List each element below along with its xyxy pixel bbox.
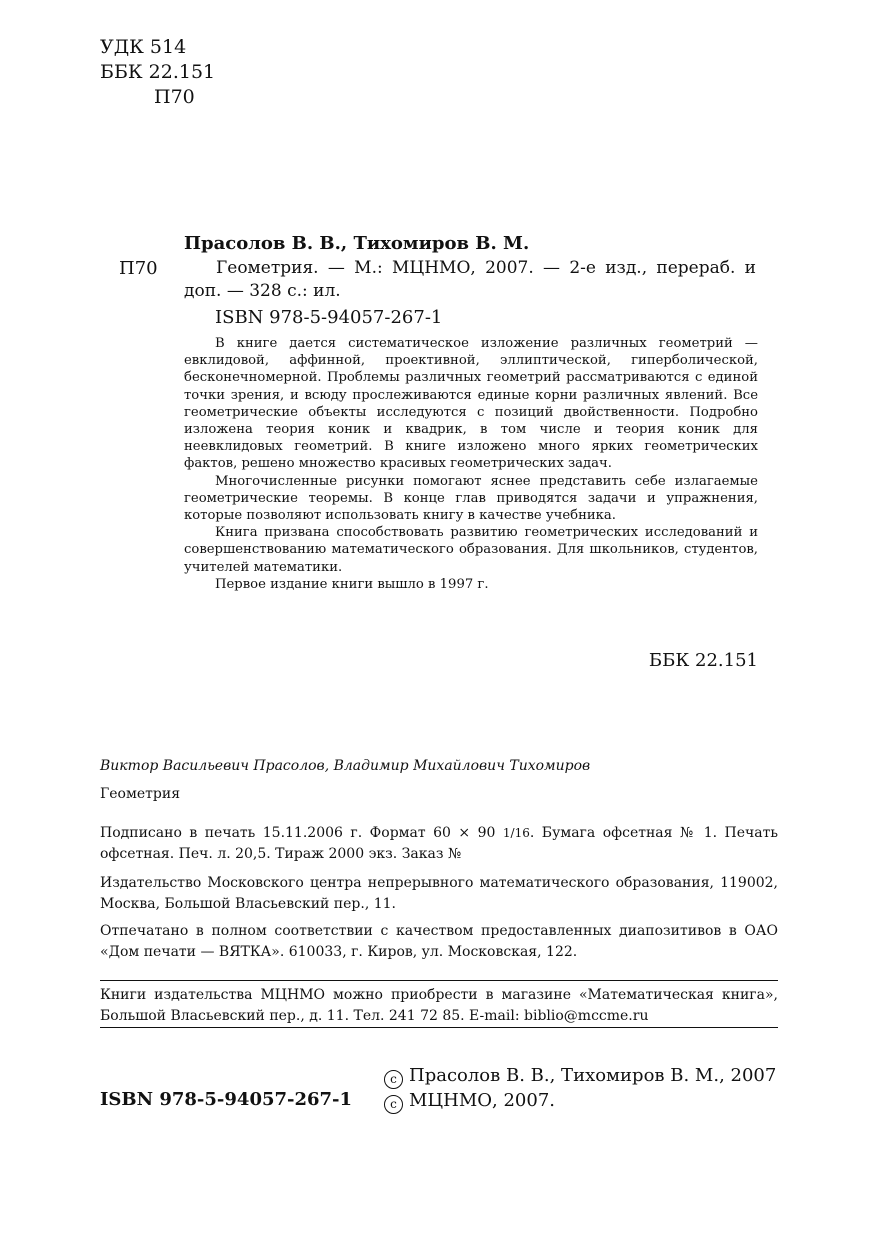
copyright-icon: c bbox=[384, 1070, 403, 1089]
shop-info: Книги издательства МЦНМО можно приобрести в магазине «Математическая книга», Большой Власьевский пер., д. 11. Тел. 241 72 85. E-mail: biblio@mccme.ru bbox=[100, 987, 778, 1024]
annotation bbox=[184, 335, 758, 593]
imprint-title: Геометрия bbox=[100, 786, 181, 802]
record-side-mark: П70 bbox=[119, 258, 158, 279]
print-info-start: Подписано в печать 15.11.2006 г. Формат 60 × 90 bbox=[100, 825, 496, 841]
divider-top bbox=[100, 980, 778, 981]
printer-info: Отпечатано в полном соответствии с качеством предоставленных диапозитивов в ОАО «Дом печати — ВЯТКА». 610033, г. Киров, ул. Московская, 122. bbox=[100, 923, 778, 960]
record-title bbox=[184, 257, 756, 303]
record-title-line-1: Геометрия. — М.: МЦНМО, 2007. — 2-е изд., перераб. и bbox=[216, 258, 756, 278]
annotation-paragraph: Книга призвана способствовать развитию геометрических исследований и совершенствованию математического образования. Для школьников, студентов, учителей математики. bbox=[184, 525, 758, 575]
copyright-publisher-text: МЦНМО, 2007. bbox=[409, 1090, 555, 1111]
imprint-authors: Виктор Васильевич Прасолов, Владимир Михайлович Тихомиров bbox=[100, 758, 591, 774]
author-mark: П70 bbox=[154, 86, 195, 108]
record-authors: Прасолов В. В., Тихомиров В. М. bbox=[184, 233, 530, 254]
format-fraction: 1/16 bbox=[502, 826, 530, 840]
annotation-paragraph: Многочисленные рисунки помогают яснее представить себе излагаемые геометрические теоремы. В конце глав приводятся задачи и упражнения, которые позволяют использовать книгу в качестве учебника. bbox=[184, 473, 758, 524]
footer-isbn: ISBN 978-5-94057-267-1 bbox=[100, 1089, 353, 1110]
record-title-line-2: доп. — 328 с.: ил. bbox=[184, 281, 341, 301]
copyright-icon: c bbox=[384, 1095, 403, 1114]
copyright-authors-text: Прасолов В. В., Тихомиров В. М., 2007 bbox=[409, 1065, 777, 1086]
bbk-code: ББК 22.151 bbox=[100, 61, 216, 83]
record-isbn: ISBN 978-5-94057-267-1 bbox=[215, 307, 443, 328]
udk-code: УДК 514 bbox=[100, 36, 187, 58]
publisher-info: Издательство Московского центра непрерывного математического образования, 119002, Москва, Большой Власьевский пер., 11. bbox=[100, 875, 778, 912]
record-bbk: ББК 22.151 bbox=[648, 650, 758, 671]
annotation-paragraph: В книге дается систематическое изложение различных геометрий — евклидовой, аффинной, проективной, эллиптической, гиперболической, бесконечномерной. Проблемы различных геометрий рассматриваются с единой точки зрения, и всюду прослеживаются единые корни различных явлений. Все геометрические объекты исследуются с позиций двойственности. Подробно изложена теория коник и квадрик, в том числе и теория коник для неевклидовых геометрий. В книге изложено много ярких геометрических фактов, решено множество красивых геометрических задач. bbox=[184, 336, 758, 472]
annotation-paragraph: Первое издание книги вышло в 1997 г. bbox=[215, 576, 489, 592]
print-info-end: . Бумага офсетная № 1. Печать офсетная. Печ. л. 20,5. Тираж 2000 экз. Заказ № bbox=[100, 825, 779, 862]
copyright-publisher bbox=[384, 1090, 555, 1114]
copyright-authors bbox=[384, 1065, 776, 1089]
print-info bbox=[100, 823, 778, 865]
divider-bottom bbox=[100, 1027, 778, 1028]
